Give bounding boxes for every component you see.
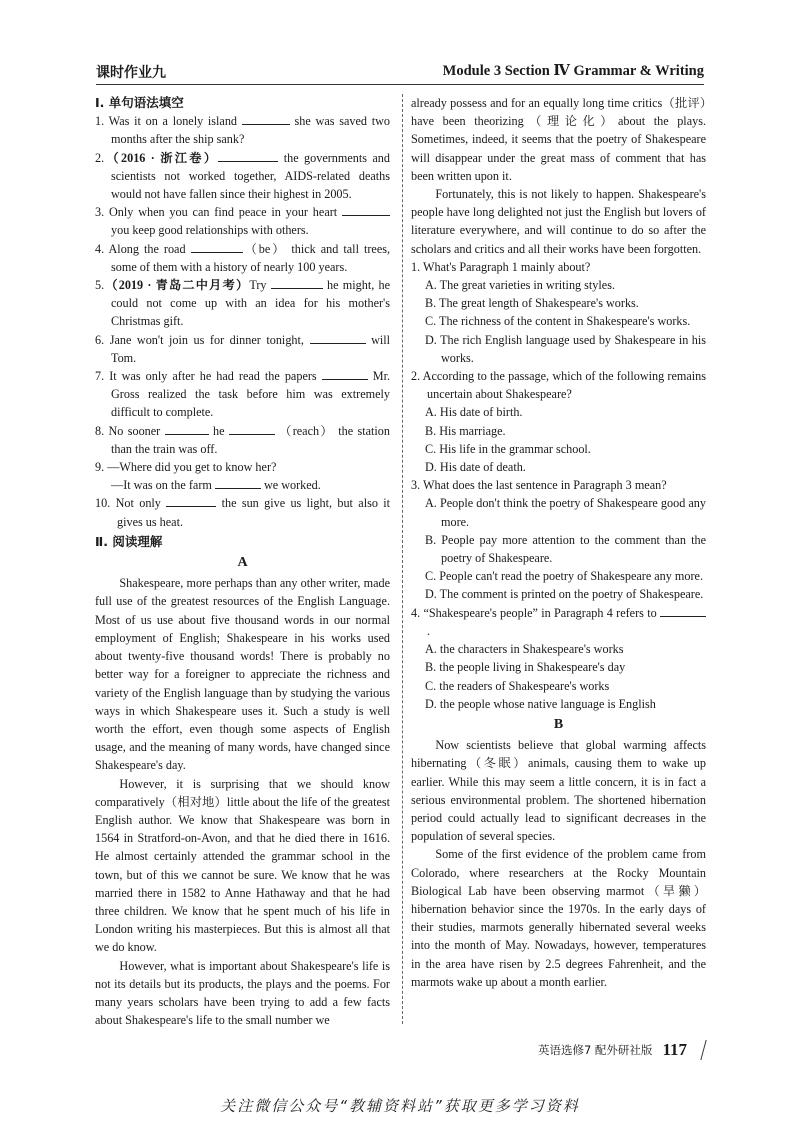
passage-b-label: B (553, 716, 564, 732)
question-8: 8. No sooner he （reach） the station than the train was off. (95, 423, 390, 456)
answer-blank[interactable] (165, 422, 209, 435)
passage-b-paragraph: Some of the first evidence of the problem came from Colorado, where researchers at the Rocky Mountain Biological Lab have been observing marmot（旱獭）hibernation behavior since the 1970s. In the early days of their studies, marmots generally hibernated several weeks into the month of May. Nowadays, however, temperatures in the area have risen by 2.5 degrees Fahrenheit, and the marmots wake up about a month earlier. (411, 847, 706, 989)
book-edition: 英语选修7 配外研社版 (537, 1043, 653, 1057)
option[interactable]: A. the characters in Shakespeare's works (425, 642, 624, 657)
passage-a-paragraph: However, it is surprising that we should know comparatively（相对地）little about the life of the greatest English author. We know that Shakespeare was born in 1564 in Stratford-on-Avon, and that he died there in 1616. He almost certainly attended the grammar school in the town, but of this we cannot be sure. We know that he was married there in 1582 to Anne Hathaway and that he had three children. We know that he spent much of his life in London writing his masterpieces. But this is almost all that we do know. (95, 776, 390, 955)
answer-blank[interactable] (271, 276, 323, 289)
reading-question-2: 2. According to the passage, which of the following remains uncertain about Shakespeare? (411, 369, 706, 402)
footer-slash-mark (692, 1040, 706, 1060)
answer-blank[interactable] (191, 240, 243, 253)
page-number: 117 (662, 1040, 687, 1059)
reading-question-4: 4. “Shakespeare's people” in Paragraph 4 refers to . (411, 604, 706, 640)
passage-a-paragraph: Shakespeare, more perhaps than any other writer, made full use of the greatest resources of the English Language. Most of us use about five thousand words in our normal employment of English; Shakespeare in his works used about twenty-five thousand words! There is probably no better way for a foreigner to appreciate the richness and variety of the English language than by studying the various ways in which Shakespeare uses it. Such a study is well worth the effort, even though some aspects of English usage, and the meaning of many words, have changed since Shakespeare's day. (95, 576, 390, 773)
right-column (411, 94, 706, 991)
option[interactable]: B. People pay more attention to the comment than the poetry of Shakespeare. (425, 532, 706, 566)
answer-blank[interactable] (322, 367, 368, 380)
question-7: 7. It was only after he had read the papers Mr. Gross realized the task before him was extremely difficult to complete. (95, 369, 391, 420)
reading-question-1: 1. What's Paragraph 1 mainly about? (411, 259, 591, 274)
answer-blank[interactable] (218, 149, 278, 162)
option[interactable]: C. His life in the grammar school. (425, 441, 591, 456)
column-divider (402, 94, 403, 1024)
option[interactable]: A. The great varieties in writing styles. (425, 278, 615, 293)
question-3: 3. Only when you can find peace in your heart you keep good relationships with others. (95, 203, 390, 239)
option[interactable]: C. The richness of the content in Shakespeare's works. (425, 314, 691, 329)
option[interactable]: D. the people whose native language is English (425, 696, 656, 711)
option[interactable]: D. His date of death. (425, 460, 526, 475)
question-4: 4. Along the road （be） thick and tall trees, some of them with a history of nearly 100 years. (95, 241, 391, 274)
promo-note: 关注微信公众号“教辅资料站”获取更多学习资料 (220, 1097, 580, 1115)
module-title: Module 3 Section Ⅳ Grammar & Writing (442, 63, 704, 79)
reading-question-3: 3. What does the last sentence in Paragraph 3 mean? (411, 478, 667, 493)
answer-blank[interactable] (242, 112, 290, 125)
passage-a-paragraph: already possess and for an equally long time critics（批评）have been theorizing（理论化）about the plays. Sometimes, indeed, it seems that the poetry of Shakespeare will disappear under the great mass of comment that has been written upon it. (411, 96, 706, 183)
question-2: 2.（2016 · 浙江卷） the governments and scientists not worked together, AIDS-related deaths would not have fallen since their highest in 2005. (95, 150, 390, 202)
option[interactable]: B. His marriage. (425, 423, 506, 438)
answer-blank[interactable] (660, 604, 706, 617)
option[interactable]: A. People don't think the poetry of Shakespeare good any more. (425, 496, 706, 529)
answer-blank[interactable] (166, 494, 216, 507)
option[interactable]: A. His date of birth. (425, 405, 523, 420)
option[interactable]: D. The comment is printed on the poetry of Shakespeare. (425, 587, 704, 602)
passage-b-paragraph: Now scientists believe that global warming affects hibernating（冬眠）animals, causing them to wake up earlier. While this may seem a little concern, it is in fact a serious environmental problem. The shortened hibernation period could actually lead to significant decreases in the population of several species. (411, 738, 706, 844)
answer-blank[interactable] (310, 331, 366, 344)
page-header (96, 58, 704, 84)
option[interactable]: B. The great length of Shakespeare's works. (425, 296, 639, 311)
section1-title: Ⅰ. 单句语法填空 (95, 95, 184, 110)
question-5: 5.（2019 · 青岛二中月考）Try he might, he could not come up with an idea for his mother's Christmas gift. (95, 278, 390, 329)
left-column (95, 94, 390, 1029)
question-9: 9. —Where did you get to know her? —It was on the farm we worked. (95, 460, 321, 493)
option[interactable]: B. the people living in Shakespeare's day (425, 660, 626, 675)
question-10: 10. Not only the sun give us light, but also it gives us heat. (95, 496, 391, 529)
passage-a-paragraph: Fortunately, this is not likely to happen. Shakespeare's people have long delighted not just the English but lovers of literature everywhere, and will continue to do so after the scholars and critics and all their works have been forgotten. (411, 187, 706, 256)
homework-title: 课时作业九 (96, 65, 166, 81)
question-1: 1. Was it on a lonely island she was saved two months after the ship sank? (95, 114, 391, 147)
header-rule (96, 84, 704, 85)
page-footer (538, 1040, 704, 1064)
question-6: 6. Jane won't join us for dinner tonight, will Tom. (95, 332, 391, 365)
passage-a-paragraph: However, what is important about Shakespeare's life is not its details but its products, the plays and the poems. For many years scholars have been trying to add a few facts about Shakespeare's life to the small number we (95, 958, 390, 1028)
answer-blank[interactable] (215, 476, 261, 489)
passage-a-label: A (237, 555, 248, 571)
option[interactable]: C. People can't read the poetry of Shakespeare any more. (425, 569, 704, 584)
option[interactable]: D. The rich English language used by Shakespeare in his works. (425, 332, 706, 365)
answer-blank[interactable] (229, 422, 275, 435)
section2-title: Ⅱ. 阅读理解 (95, 533, 163, 549)
option[interactable]: C. the readers of Shakespeare's works (425, 678, 610, 693)
answer-blank[interactable] (342, 203, 390, 216)
